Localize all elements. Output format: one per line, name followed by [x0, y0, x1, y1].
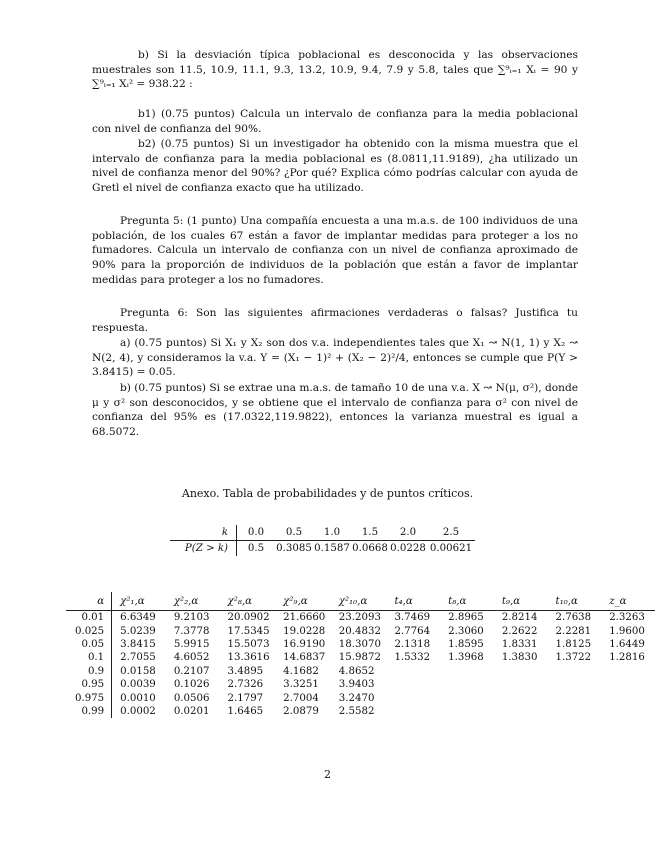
col-header: χ²₁,α	[112, 592, 166, 611]
value-cell	[440, 705, 494, 718]
alpha-cell: 0.1	[66, 651, 112, 664]
value-cell: 1.3722	[555, 652, 592, 664]
page-number: 2	[324, 768, 331, 781]
value-cell	[440, 678, 494, 691]
value-cell: 0.0201	[173, 705, 210, 717]
value-cell: 3.3251	[283, 679, 319, 691]
value-cell	[548, 678, 602, 691]
value-cell: 17.5345	[227, 625, 270, 637]
value-cell: 2.2622	[501, 625, 538, 637]
alpha-cell: 0.05	[66, 638, 112, 651]
table-row	[66, 624, 655, 637]
value-cell: 18.3070	[338, 638, 381, 650]
pregunta-6-b: b) (0.75 puntos) Si se extrae una m.a.s. de tamaño 10 de una v.a. X ↝ N(μ, σ²), donde μ y σ² son desconocidos, y se obtiene que el intervalo de confianza para σ² con nivel de confianza del 95% es (17.0322,119.9822), entonces la varianza muestral es igual a 68.5072.	[92, 382, 578, 439]
value-cell: 23.2093	[338, 612, 381, 624]
k-value: 1.0	[313, 525, 351, 541]
col-header: χ²₂,α	[166, 592, 220, 611]
value-cell: 2.7764	[394, 625, 431, 637]
value-cell: 20.4832	[338, 625, 381, 637]
table-row	[66, 691, 655, 704]
value-cell: 1.6449	[609, 638, 645, 650]
pregunta-5: Pregunta 5: (1 punto) Una compañía encuesta a una m.a.s. de 100 individuos de una población, de los cuales 67 están a favor de implantar medidas para proteger a los no fumadores. Calcula un intervalo de confianza con un nivel de confianza aproximado de 90% para la proporción de individuos de la población que están a favor de implantar medidas para proteger a los no fumadores.	[92, 215, 578, 286]
value-cell	[494, 665, 548, 678]
alpha-cell: 0.9	[66, 665, 112, 678]
value-cell	[548, 665, 602, 678]
col-header: α	[66, 592, 112, 611]
value-cell: 3.8415	[120, 638, 156, 650]
value-cell: 2.1797	[227, 692, 264, 704]
pregunta-6-a: a) (0.75 puntos) Si X₁ y X₂ son dos v.a. independientes tales que X₁ ↝ N(1, 1) y X₂ ↝ N(2, 4), y consideramos la v.a. Y = (X₁ − 1)² + (X₂ − 2)²/4, entonces se cumple que P(Y > 3.8415) = 0.05.	[92, 337, 578, 379]
normal-table	[170, 525, 475, 556]
value-cell: 2.2281	[555, 625, 592, 637]
col-header: χ²₁₀,α	[331, 592, 387, 611]
col-header: t₁₀,α	[548, 592, 602, 611]
value-cell: 2.7638	[555, 612, 592, 624]
value-cell: 1.9600	[609, 625, 645, 637]
value-cell	[386, 678, 440, 691]
alpha-cell: 0.975	[66, 691, 112, 704]
value-cell: 4.1682	[283, 665, 319, 677]
value-cell: 0.0002	[120, 705, 156, 717]
value-cell: 0.0039	[120, 679, 156, 691]
value-cell: 1.8595	[448, 638, 484, 650]
value-cell	[601, 665, 655, 678]
value-cell: 5.9915	[173, 638, 210, 650]
k-value: 0.5	[275, 525, 313, 541]
value-cell: 2.7055	[120, 652, 156, 664]
value-cell: 1.3830	[501, 652, 538, 664]
value-cell: 4.6052	[173, 652, 210, 664]
alpha-cell: 0.95	[66, 678, 112, 691]
value-cell: 2.8965	[448, 612, 484, 624]
p-label: P(Z > k)	[170, 541, 237, 557]
value-cell: 1.8125	[555, 638, 592, 650]
value-cell: 2.0879	[283, 705, 319, 717]
k-label: k	[170, 525, 237, 541]
value-cell: 9.2103	[173, 612, 210, 624]
table-row	[66, 611, 655, 625]
col-header: t₈,α	[440, 592, 494, 611]
part-b1: b1) (0.75 puntos) Calcula un intervalo de confianza para la media poblacional con nivel de confianza del 90%.	[92, 108, 578, 135]
value-cell: 14.6837	[283, 652, 326, 664]
value-cell: 0.0506	[173, 692, 210, 704]
col-header: t₄,α	[386, 592, 440, 611]
value-cell: 2.5582	[338, 705, 375, 717]
value-cell	[440, 665, 494, 678]
value-cell: 3.4895	[227, 665, 264, 677]
value-cell: 2.7326	[227, 679, 264, 691]
value-cell: 1.2816	[609, 652, 645, 664]
pregunta-6-intro: Pregunta 6: Son las siguientes afirmaciones verdaderas o falsas? Justifica tu respuesta.	[92, 307, 578, 334]
value-cell: 5.0239	[120, 625, 156, 637]
table-row	[66, 705, 655, 718]
k-value: 1.5	[351, 525, 389, 541]
value-cell: 1.6465	[227, 705, 264, 717]
p-value: 0.5	[247, 543, 265, 554]
col-header: t₉,α	[494, 592, 548, 611]
value-cell: 1.8331	[501, 638, 538, 650]
value-cell: 0.2107	[173, 665, 210, 677]
value-cell: 2.7004	[283, 692, 319, 704]
value-cell: 0.1026	[173, 679, 210, 691]
p-value: 0.0228	[390, 543, 426, 554]
value-cell: 15.9872	[338, 652, 381, 664]
value-cell: 3.9403	[338, 679, 375, 691]
col-header: χ²₉,α	[275, 592, 331, 611]
k-value: 0.0	[237, 525, 276, 541]
alpha-cell: 0.025	[66, 624, 112, 637]
value-cell	[386, 665, 440, 678]
value-cell: 0.0158	[120, 665, 156, 677]
part-b-intro: b) Si la desviación típica poblacional es desconocida y las observaciones muestrales son 11.5, 10.9, 11.1, 9.3, 13.2, 10.9, 9.4, 7.9 y 5.8, tales que ∑⁹ᵢ₌₁ Xᵢ = 90 y ∑⁹ᵢ₌₁ Xᵢ² = 938.22 :	[92, 49, 578, 91]
critical-table-header	[66, 592, 655, 611]
table-row	[66, 665, 655, 678]
value-cell	[601, 691, 655, 704]
value-cell	[440, 691, 494, 704]
value-cell: 3.7469	[394, 612, 431, 624]
value-cell: 2.8214	[501, 612, 538, 624]
alpha-cell: 0.01	[66, 611, 112, 625]
value-cell: 15.5073	[227, 638, 270, 650]
value-cell: 20.0902	[227, 612, 270, 624]
table-row	[66, 678, 655, 691]
value-cell: 4.8652	[338, 665, 375, 677]
k-value: 2.5	[427, 525, 475, 541]
value-cell: 16.9190	[283, 638, 326, 650]
value-cell: 21.6660	[283, 612, 326, 624]
value-cell	[548, 705, 602, 718]
table-row	[66, 638, 655, 651]
k-value: 2.0	[389, 525, 427, 541]
p-value: 0.1587	[314, 543, 350, 554]
p-value: 0.3085	[276, 543, 312, 554]
value-cell	[386, 705, 440, 718]
value-cell	[494, 705, 548, 718]
value-cell: 1.5332	[394, 652, 431, 664]
value-cell: 7.3778	[173, 625, 210, 637]
critical-values-table	[66, 592, 655, 718]
col-header: z_α	[601, 592, 655, 611]
p-value: 0.0668	[352, 543, 388, 554]
value-cell	[494, 691, 548, 704]
value-cell: 19.0228	[283, 625, 326, 637]
value-cell: 3.2470	[338, 692, 375, 704]
normal-table-p-row	[170, 541, 475, 557]
alpha-cell: 0.99	[66, 705, 112, 718]
value-cell: 0.0010	[120, 692, 156, 704]
value-cell	[386, 691, 440, 704]
value-cell	[601, 705, 655, 718]
part-b2: b2) (0.75 puntos) Si un investigador ha obtenido con la misma muestra que el intervalo de confianza para la media poblacional es (8.0811,11.9189), ¿ha utilizado un nivel de confianza menor del 90%? ¿Por qué? Explica cómo podrías calcular con ayuda de Gretl el nivel de confianza exacto que ha utilizado.	[92, 138, 578, 195]
value-cell: 2.3263	[609, 612, 645, 624]
value-cell: 13.3616	[227, 652, 270, 664]
anexo-title: Anexo. Tabla de probabilidades y de puntos críticos.	[181, 487, 474, 500]
table-row	[66, 651, 655, 664]
value-cell: 2.3060	[448, 625, 484, 637]
value-cell	[601, 678, 655, 691]
normal-table-k-row	[170, 525, 475, 541]
p-value: 0.00621	[429, 543, 473, 554]
value-cell	[494, 678, 548, 691]
value-cell: 1.3968	[448, 652, 484, 664]
col-header: χ²₈,α	[220, 592, 276, 611]
value-cell: 2.1318	[394, 638, 431, 650]
value-cell: 6.6349	[120, 612, 156, 624]
value-cell	[548, 691, 602, 704]
